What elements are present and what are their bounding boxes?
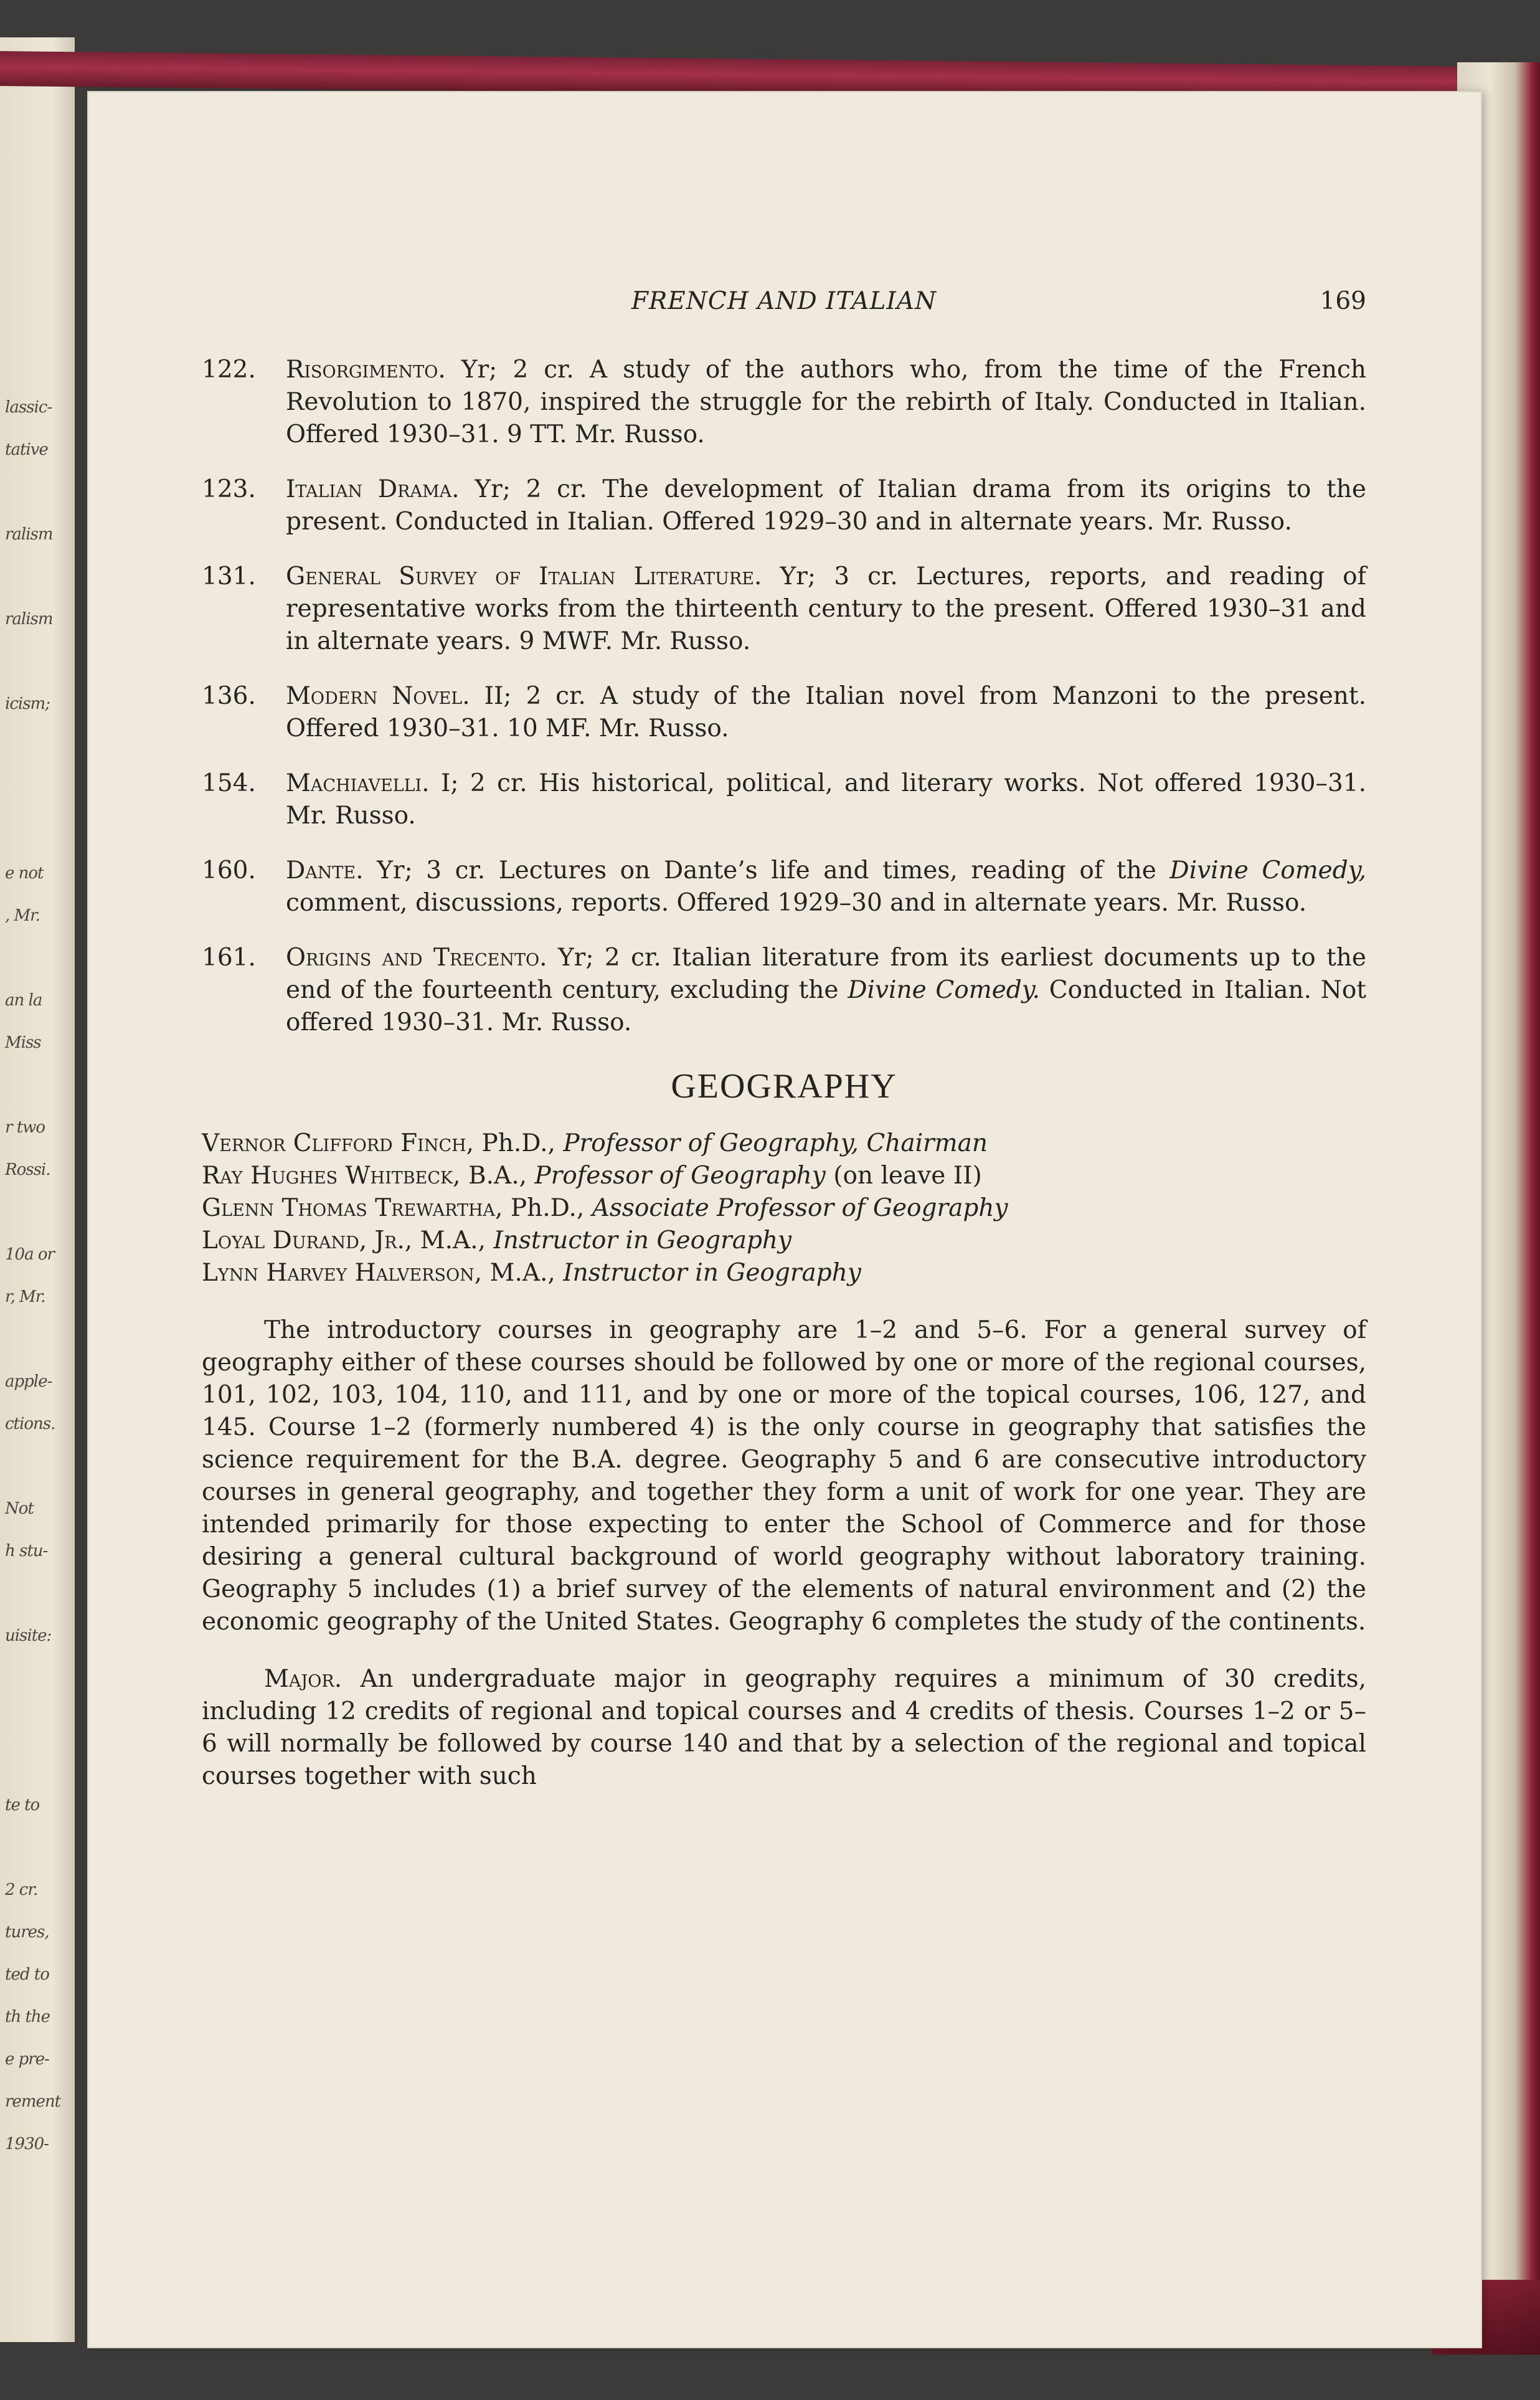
course-entry [202, 354, 1366, 451]
course-entry [202, 942, 1366, 1039]
geography-major-paragraph [202, 1663, 1366, 1793]
course-number: 160. [202, 856, 256, 885]
faculty-list [202, 1127, 1366, 1289]
running-head-title: FRENCH AND ITALIAN [631, 287, 937, 315]
course-number: 161. [202, 944, 256, 972]
course-body [286, 767, 1366, 832]
major-label: Major. [264, 1665, 342, 1693]
course-entry [202, 855, 1366, 919]
course-number: 136. [202, 682, 256, 710]
left-page-fragments: lassic- tative ralism ralism icism; e not , Mr. an la Miss r two Rossi. 10a or r, Mr. apple- ctions. Not h stu- uisite: te to 2 cr. tures, ted to th the e pre- rement 1930- [5, 398, 61, 2153]
course-body [286, 942, 1366, 1039]
faculty-member [202, 1257, 1366, 1289]
faculty-degree: M.A., [420, 1226, 486, 1255]
course-text: comment, discussions, reports. Offered 1929–30 and in alternate years. Mr. Russo. [286, 889, 1307, 917]
left-page-edge [0, 37, 75, 2342]
running-head [202, 285, 1366, 323]
course-title: Origins and Trecento. [286, 944, 547, 972]
course-text: II; 2 cr. A study of the Italian novel from Manzoni to the present. Offered 1930–31. 10 MF. Mr. Russo. [286, 682, 1366, 742]
course-body [286, 354, 1366, 451]
course-body [286, 561, 1366, 658]
faculty-role: Instructor in Geography [493, 1226, 792, 1255]
course-title: Machiavelli. [286, 769, 430, 797]
page-content [202, 285, 1366, 1817]
page-number: 169 [1320, 287, 1366, 315]
course-title: Modern Novel. [286, 682, 470, 710]
course-text: I; 2 cr. His historical, political, and literary works. Not offered 1930–31. Mr. Russo. [286, 769, 1366, 830]
book-page [88, 92, 1481, 2347]
course-entry [202, 767, 1366, 832]
course-number: 131. [202, 562, 256, 591]
course-number: 123. [202, 475, 256, 503]
course-italic-title: Divine Comedy. [848, 976, 1041, 1004]
course-text: Yr; 3 cr. Lectures, reports, and reading of representative works from the thirteenth century to the present. Offered 1930–31 and in alternate years. 9 MWF. Mr. Russo. [286, 562, 1366, 655]
faculty-member [202, 1225, 1366, 1257]
major-text: An undergraduate major in geography requires a minimum of 30 credits, including 12 credits of regional and topical courses and 4 credits of thesis. Courses 1–2 or 5–6 will normally be followed by course 140 and that by a selection of the regional and topical courses together with such [202, 1665, 1366, 1790]
course-entry [202, 561, 1366, 658]
faculty-degree: Ph.D., [510, 1194, 585, 1222]
faculty-degree: M.A., [489, 1259, 555, 1287]
section-heading-geography: GEOGRAPHY [671, 1067, 897, 1106]
course-entry [202, 680, 1366, 745]
faculty-note: (on leave II) [833, 1162, 982, 1190]
course-title: Dante. [286, 856, 364, 885]
faculty-name: Vernor Clifford Finch, [202, 1129, 475, 1157]
faculty-degree: Ph.D., [481, 1129, 555, 1157]
faculty-role: Professor of Geography [534, 1162, 826, 1190]
course-italic-title: Divine Comedy, [1169, 856, 1366, 885]
course-text: Yr; 3 cr. Lectures on Dante’s life and times, reading of the [377, 856, 1156, 885]
faculty-role: Professor of Geography, Chairman [563, 1129, 988, 1157]
faculty-degree: B.A., [468, 1162, 527, 1190]
course-body [286, 680, 1366, 745]
course-text: Yr; 2 cr. Italian literature from its earliest documents up to the end of the fourteenth century, excluding the [286, 944, 1366, 1004]
faculty-role: Associate Professor of Geography [592, 1194, 1008, 1222]
course-body [286, 473, 1366, 538]
faculty-role: Instructor in Geography [563, 1259, 861, 1287]
faculty-member [202, 1160, 1366, 1192]
course-number: 154. [202, 769, 256, 797]
course-title: Italian Drama. [286, 475, 460, 503]
faculty-member [202, 1127, 1366, 1160]
course-number: 122. [202, 356, 256, 384]
course-entry [202, 473, 1366, 538]
course-text: Yr; 2 cr. A study of the authors who, from the time of the French Revolution to 1870, inspired the struggle for the rebirth of Italy. Conducted in Italian. Offered 1930–31. 9 TT. Mr. Russo. [286, 356, 1366, 448]
course-body [286, 855, 1366, 919]
faculty-name: Ray Hughes Whitbeck, [202, 1162, 461, 1190]
faculty-name: Lynn Harvey Halverson, [202, 1259, 483, 1287]
course-title: General Survey of Italian Literature. [286, 562, 762, 591]
course-text: Yr; 2 cr. The development of Italian drama from its origins to the present. Conducted in Italian. Offered 1929–30 and in alternate years. Mr. Russo. [286, 475, 1366, 536]
faculty-member [202, 1192, 1366, 1225]
faculty-name: Loyal Durand, Jr., [202, 1226, 413, 1255]
faculty-name: Glenn Thomas Trewartha, [202, 1194, 503, 1222]
course-text: Conducted in Italian. Not offered 1930–31. Mr. Russo. [286, 976, 1366, 1036]
geography-intro-paragraph: The introductory courses in geography are 1–2 and 5–6. For a general survey of geography either of these courses should be followed by one or more of the regional courses, 101, 102, 103, 104, 110, and 111, and by one or more of the topical courses, 106, 127, and 145. Course 1–2 (formerly numbered 4) is the only course in geography that satisfies the science requirement for the B.A. degree. Geography 5 and 6 are consecutive introductory courses in general geography, and together they form a unit of work for one year. They are intended primarily for those expecting to enter the School of Commerce and for those desiring a general cultural background of world geography without laboratory training. Geography 5 includes (1) a brief survey of the elements of natural environment and (2) the economic geography of the United States. Geography 6 completes the study of the continents. [202, 1316, 1366, 1636]
course-title: Risorgimento. [286, 356, 446, 384]
